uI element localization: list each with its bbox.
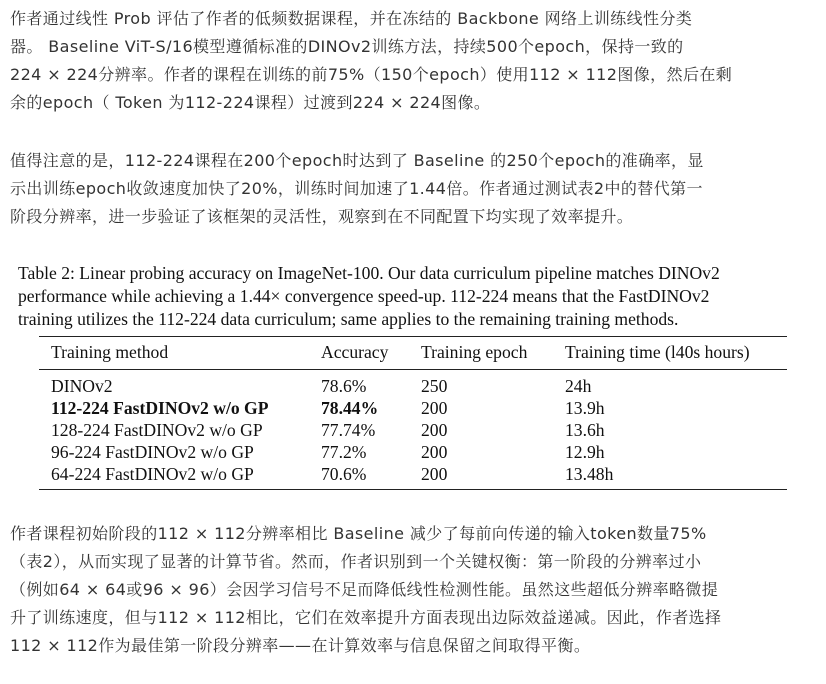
text-line: 示出训练epoch收敛速度加快了20%，训练时间加速了1.44倍。作者通过测试表2中的替代第一 bbox=[10, 179, 703, 198]
cell-epoch: 200 bbox=[409, 463, 553, 490]
text-line: 器。 Baseline ViT-S/16模型遵循标准的DINOv2训练方法，持续500个epoch，保持一致的 bbox=[10, 37, 684, 56]
paragraph-intro bbox=[10, 5, 816, 117]
table-header-row bbox=[39, 337, 787, 370]
caption-line: training utilizes the 112-224 data curriculum; same applies to the remaining training methods. bbox=[18, 309, 679, 329]
cell-accuracy: 78.6% bbox=[321, 376, 367, 396]
header-accuracy: Accuracy bbox=[309, 337, 409, 370]
text-line: 224 × 224分辨率。作者的课程在训练的前75%（150个epoch）使用112 × 112图像，然后在剩 bbox=[10, 65, 733, 84]
header-training-method: Training method bbox=[39, 337, 309, 370]
cell-time: 12.9h bbox=[565, 442, 605, 462]
text-line: 作者通过线性 Prob 评估了作者的低频数据课程，并在冻结的 Backbone 网络上训练线性分类 bbox=[10, 9, 693, 28]
table-figure bbox=[18, 262, 808, 484]
cell-time: 24h bbox=[565, 376, 592, 396]
cell-time: 13.48h bbox=[553, 463, 787, 490]
text-line: 升了训练速度，但与112 × 112相比，它们在效率提升方面表现出边际效益递减。因此，作者选择 bbox=[10, 608, 722, 627]
text-line: （表2），从而实现了显著的计算节省。然而，作者识别到一个关键权衡：第一阶段的分辨率过小 bbox=[10, 552, 702, 571]
cell-accuracy: 78.44% bbox=[321, 398, 379, 418]
table-row-highlighted bbox=[39, 397, 787, 419]
cell-time: 13.9h bbox=[565, 398, 605, 418]
cell-epoch: 200 bbox=[421, 420, 448, 440]
text-line: 112 × 112作为最佳第一阶段分辨率——在计算效率与信息保留之间取得平衡。 bbox=[10, 636, 591, 655]
cell-method: 96-224 FastDINOv2 w/o GP bbox=[51, 442, 254, 462]
header-training-epoch: Training epoch bbox=[409, 337, 553, 370]
cell-epoch: 200 bbox=[421, 398, 448, 418]
cell-epoch: 250 bbox=[421, 376, 448, 396]
results-table bbox=[39, 336, 787, 490]
table-caption bbox=[18, 262, 808, 331]
header-training-time: Training time (l40s hours) bbox=[553, 337, 787, 370]
cell-method: DINOv2 bbox=[51, 376, 113, 396]
cell-method: 112-224 FastDINOv2 w/o GP bbox=[51, 398, 269, 418]
cell-accuracy: 77.74% bbox=[321, 420, 376, 440]
paragraph-results bbox=[10, 147, 816, 231]
text-line: 值得注意的是，112-224课程在200个epoch时达到了 Baseline 的250个epoch的准确率，显 bbox=[10, 151, 704, 170]
cell-epoch: 200 bbox=[421, 442, 448, 462]
table-row bbox=[39, 441, 787, 463]
cell-accuracy: 77.2% bbox=[321, 442, 367, 462]
table-row bbox=[39, 370, 787, 398]
text-line: 余的epoch（ Token 为112-224课程）过渡到224 × 224图像。 bbox=[10, 93, 491, 112]
table-row bbox=[39, 419, 787, 441]
caption-line: Table 2: Linear probing accuracy on ImageNet-100. Our data curriculum pipeline matches DINOv2 bbox=[18, 263, 720, 283]
paragraph-analysis bbox=[10, 520, 816, 660]
text-line: （例如64 × 64或96 × 96）会因学习信号不足而降低线性检测性能。虽然这些超低分辨率略微提 bbox=[10, 580, 719, 599]
text-line: 阶段分辨率，进一步验证了该框架的灵活性，观察到在不同配置下均实现了效率提升。 bbox=[10, 207, 634, 226]
cell-accuracy: 70.6% bbox=[309, 463, 409, 490]
text-line: 作者课程初始阶段的112 × 112分辨率相比 Baseline 减少了每前向传递的输入token数量75% bbox=[10, 524, 707, 543]
caption-line: performance while achieving a 1.44× convergence speed-up. 112-224 means that the FastDINOv2 bbox=[18, 286, 710, 306]
cell-method: 128-224 FastDINOv2 w/o GP bbox=[51, 420, 263, 440]
table-row bbox=[39, 463, 787, 490]
cell-method: 64-224 FastDINOv2 w/o GP bbox=[39, 463, 309, 490]
cell-time: 13.6h bbox=[565, 420, 605, 440]
